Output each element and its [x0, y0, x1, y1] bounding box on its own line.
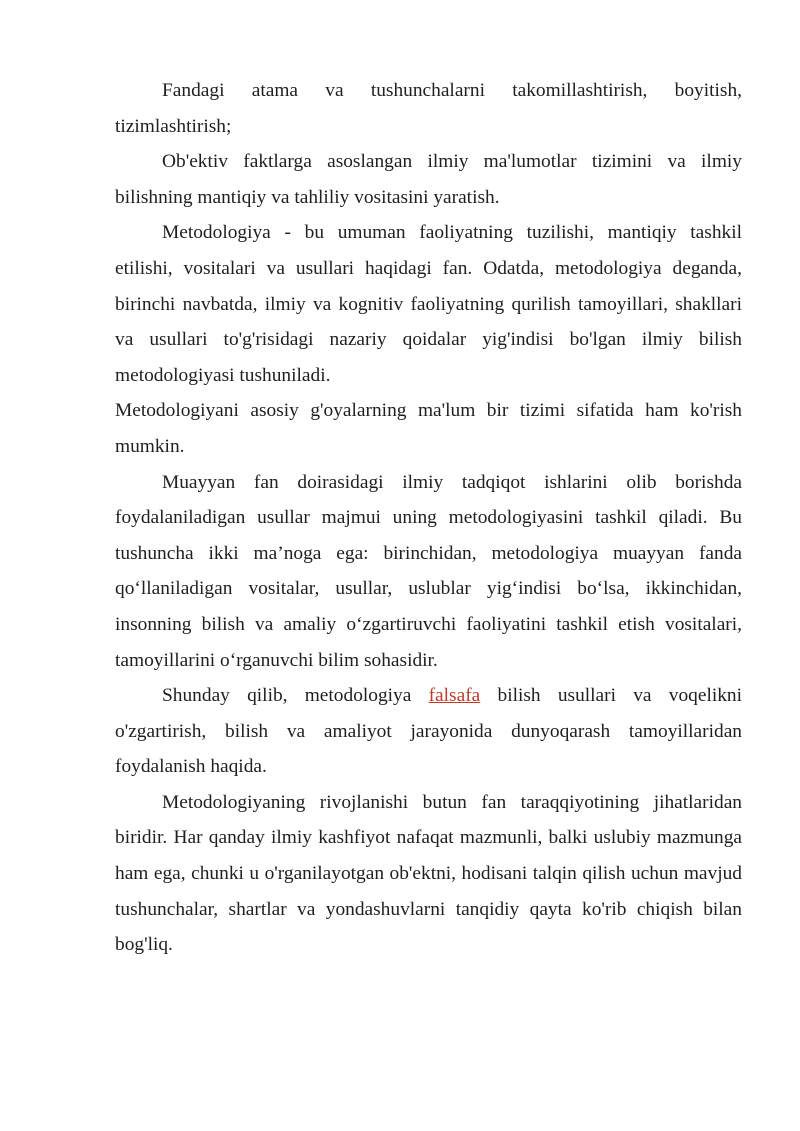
paragraph-methodology-ideas: Metodologiyani asosiy g'oyalarning ma'lum bir tizimi sifatida ham ko'rish mumkin.: [115, 400, 742, 457]
paragraph-terminology: Fandagi atama va tushunchalarni takomillashtirish, boyitish, tizimlashtirish;: [115, 80, 742, 137]
paragraph-objective-facts: Ob'ektiv faktlarga asoslangan ilmiy ma'lumotlar tizimini va ilmiy bilishning mantiqiy va tahliliy vositasini yaratish.: [115, 151, 742, 208]
falsafa-link[interactable]: falsafa: [428, 685, 481, 707]
paragraph-methodology-definition: Metodologiya - bu umuman faoliyatning tuzilishi, mantiqiy tashkil etilishi, vositalari va usullari haqidagi fan. Odatda, metodologiya deganda, birinchi navbatda, ilmiy va kognitiv faoliyatning qurilish tamoyillari, shakllari va usullari to'g'risidagi nazariy qoidalar yig'indisi bo'lgan ilmiy bilish metodologiyasi tushuniladi.: [115, 222, 742, 386]
paragraph-philosophy-text-before: Shunday qilib, metodologiya: [162, 685, 429, 707]
document-page: [115, 73, 742, 963]
paragraph-methods-set: Muayyan fan doirasidagi ilmiy tadqiqot ishlarini olib borishda foydalaniladigan usullar majmui uning metodologiyasini tashkil qiladi. Bu tushuncha ikki ma’noga ega: birinchidan, metodologiya muayyan fanda qo‘llaniladigan vositalar, usullar, uslublar yig‘indisi bo‘lsa, ikkinchidan, insonning bilish va amaliy o‘zgartiruvchi faoliyatini tashkil etish vositalari, tamoyillarini o‘rganuvchi bilim sohasidir.: [115, 471, 742, 671]
paragraph-philosophy: [115, 678, 742, 785]
paragraph-philosophy-text-after: bilish usullari va voqelikni o'zgartirish, bilish va amaliyot jarayonida dunyoqarash tamoyillaridan foydalanish haqida.: [115, 685, 742, 778]
paragraph-methodology-development: Metodologiyaning rivojlanishi butun fan taraqqiyotining jihatlaridan biridir. Har qanday ilmiy kashfiyot nafaqat mazmunli, balki uslubiy mazmunga ham ega, chunki u o'rganilayotgan ob'ektni, hodisani talqin qilish uchun mavjud tushunchalar, shartlar va yondashuvlarni tanqidiy qayta ko'rib chiqish bilan bog'liq.: [115, 791, 742, 956]
